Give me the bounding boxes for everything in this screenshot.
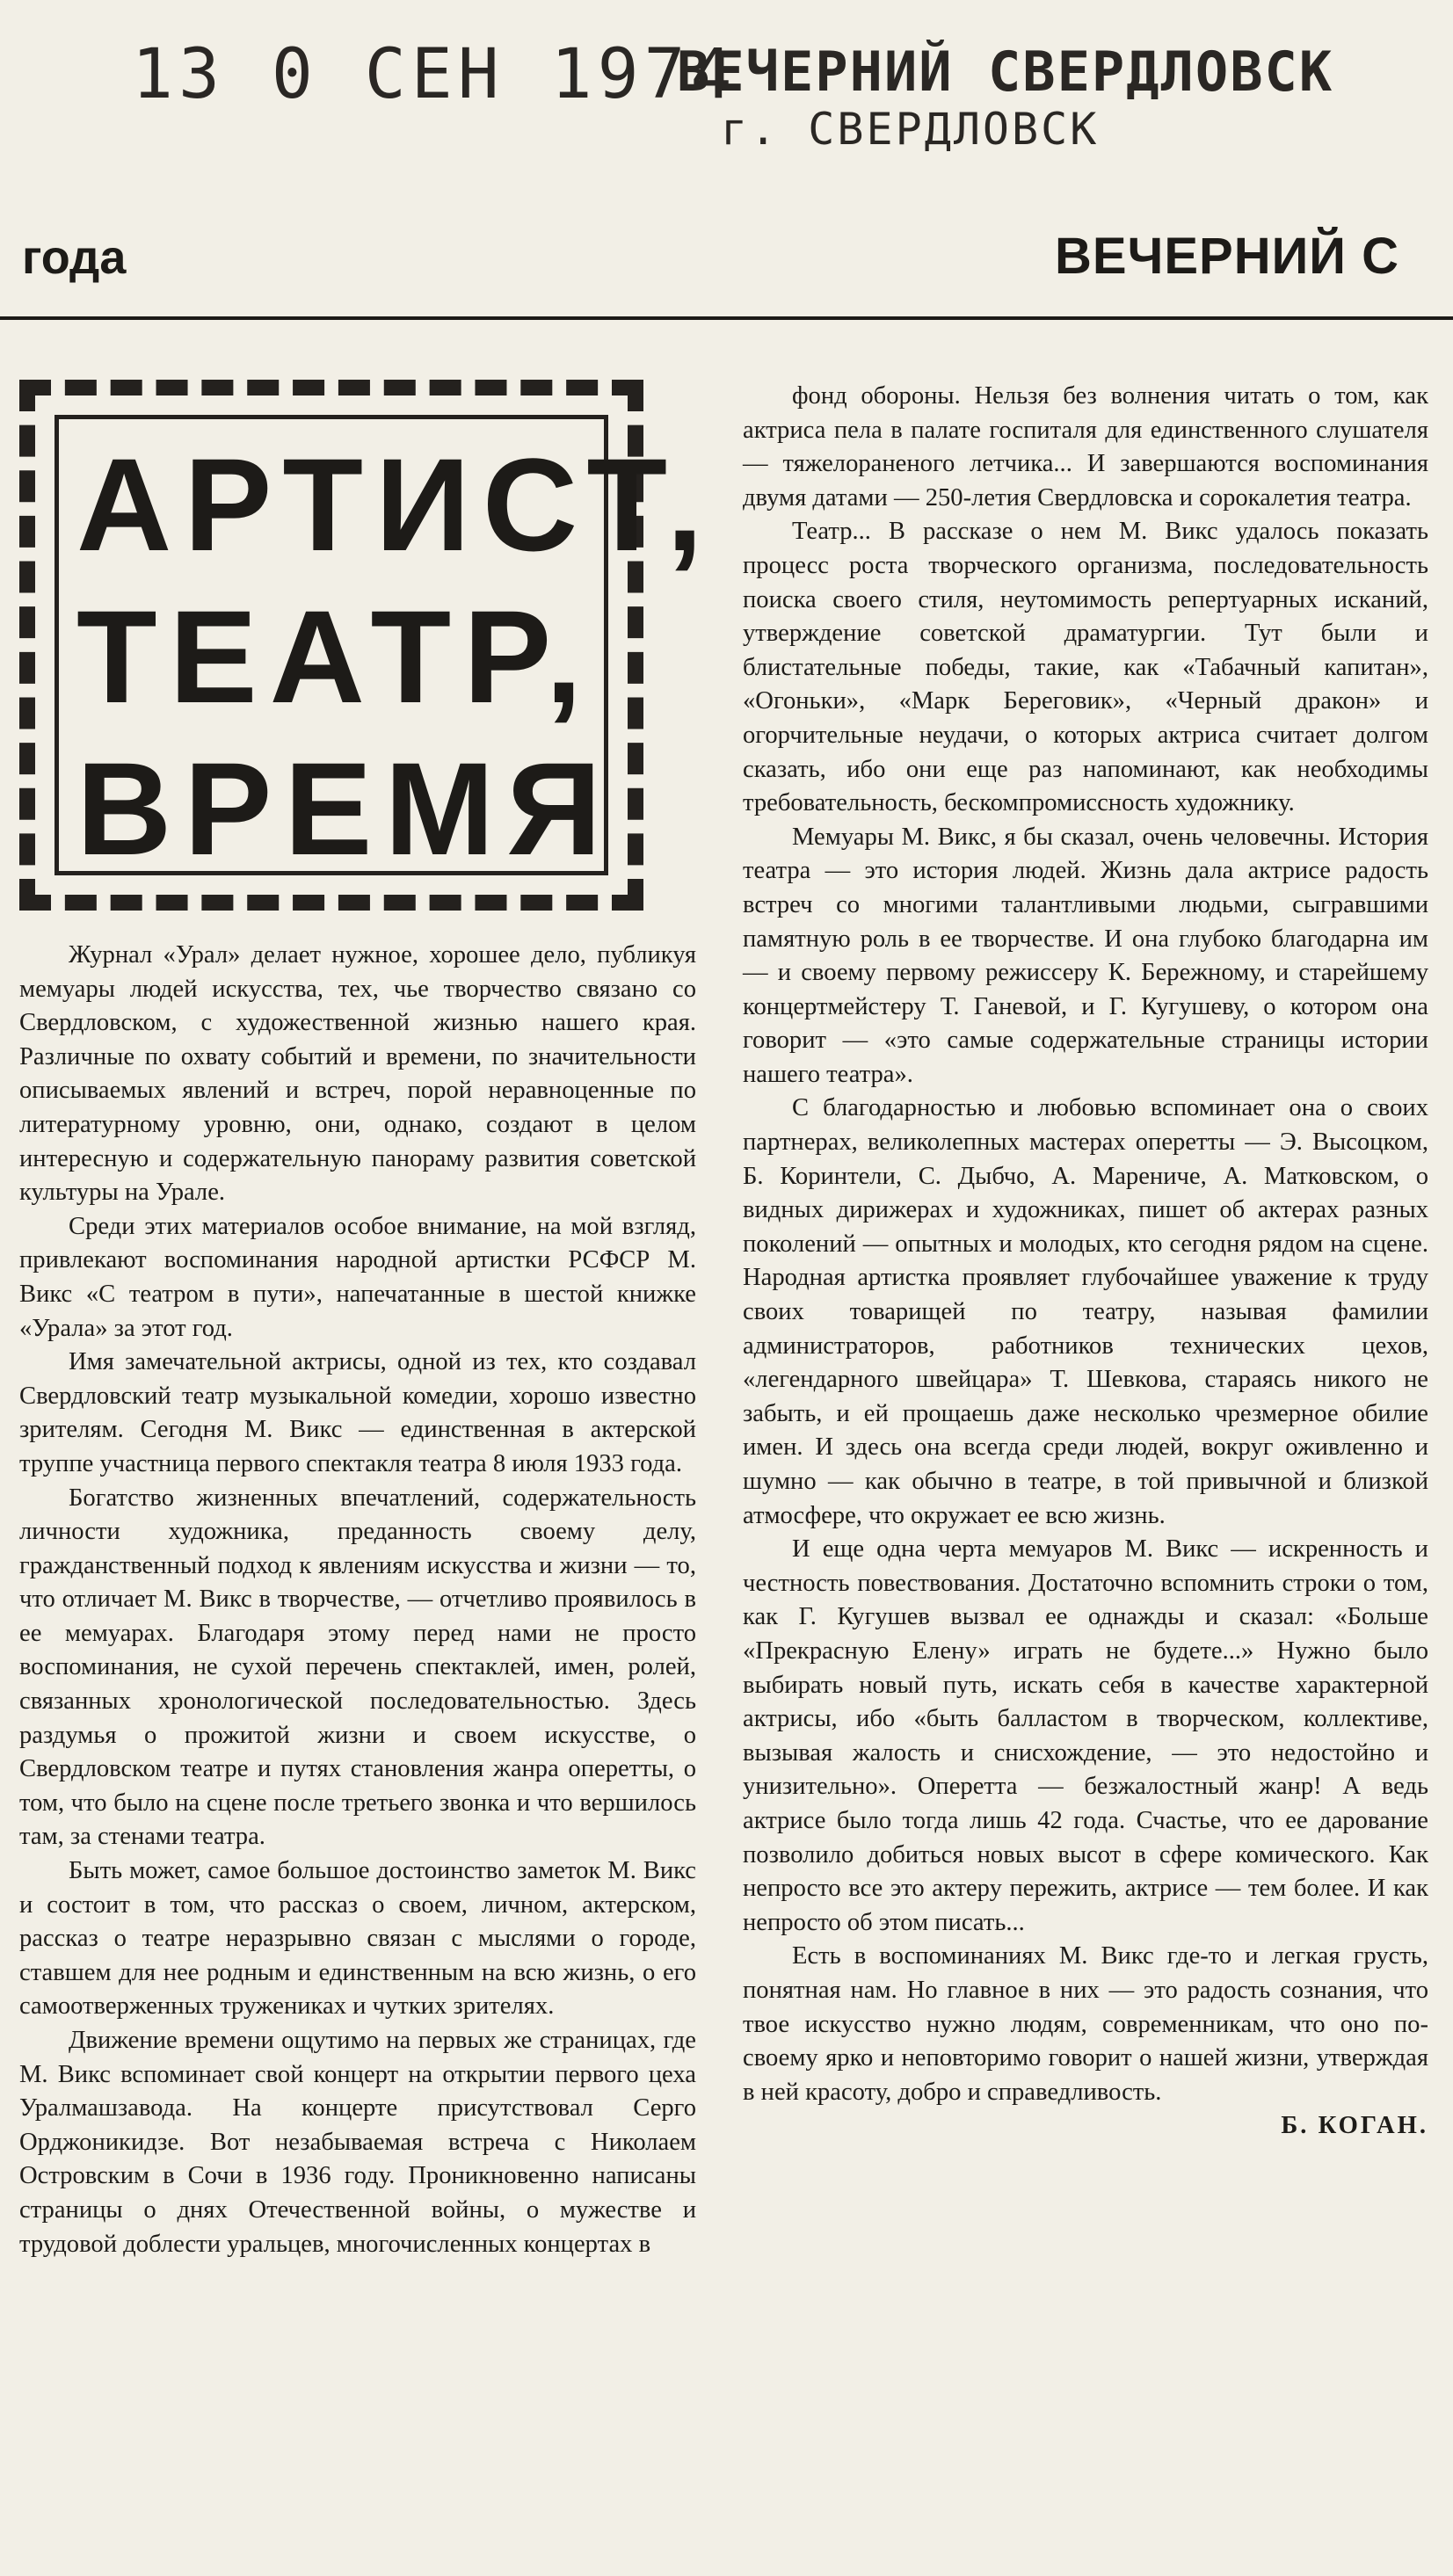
paragraph: фонд обороны. Нельзя без волнения читать о том, как актриса пела в палате госпиталя для единственного слушателя — тяжелораненого летчика... И завершаются воспоминания двумя датами — 250-летия Свердловска и сорокалетия театра. [743, 382, 1428, 512]
paragraph: Среди этих материалов особое внимание, на мой взгляд, привлекают воспоминания народной артистки РСФСР М. Викс «С театром в пути», напечатанные в шестой книжке «Урала» за этот год. [19, 1212, 696, 1342]
paragraph: Богатство жизненных впечатлений, содержательность личности художника, преданность своему делу, гражданственный подход к явлениям искусства и жизни — то, что отличает М. Викс в творчестве, — отчетливо проявилось в ее мемуарах. Благодаря этому перед нами не просто воспоминания, не сухой перечень спектаклей, имен, ролей, связанных хронологической последовательностью. Здесь раздумья о прожитой жизни и своем искусстве, о Свердловском театре и путях становления жанра оперетты, о том, что было на сцене после третьего звонка и что вершилось там, за стенами театра. [19, 1484, 696, 1851]
right-column [743, 380, 1428, 2144]
paragraph: Есть в воспоминаниях М. Викс где-то и легкая грусть, понятная нам. Но главное в них — это радость сознания, что твое искусство нужно людям, современникам, что оно по-своему ярко и неповторимо говорит о нашей жизни, утверждая в ней красоту, добро и справедливость. [743, 1942, 1428, 2106]
header-year: года [22, 231, 127, 284]
headline-line-2: ТЕАТР, [76, 583, 595, 730]
headline-line-1: АРТИСТ, [76, 431, 716, 578]
header-rule [0, 316, 1453, 320]
paragraph: С благодарностью и любовью вспоминает она о своих партнерах, великолепных мастерах оперетты — Э. Высоцком, Б. Коринтели, С. Дыбчо, А. Марениче, А. Матковском, о видных дирижерах и художниках, пишет об актерах разных поколений — опытных и молодых, кто сегодня рядом на сцене. Народная артистка проявляет глубочайшее уважение к труду своих товарищей по театру, называя фамилии администраторов, работников технических цехов, «легендарного швейцара» Т. Шевкова, стараясь никого не забыть, и ей прощаешь даже несколько чрезмерное обилие имен. И здесь она всегда среди людей, вокруг оживленно и шумно — как обычно в театре, в той привычной и близкой атмосфере, что окружает ее всю жизнь. [743, 1094, 1428, 1529]
paragraph: Журнал «Урал» делает нужное, хорошее дело, публикуя мемуары людей искусства, тех, чье творчество связано со Свердловском, с художественной жизнью нашего края. Различные по охвату событий и времени, по значительности описываемых явлений и встреч, порой неравноценные по литературному уровню, они, однако, создают в целом интересную и содержательную панораму развития советской культуры на Урале. [19, 941, 696, 1207]
paragraph: Имя замечательной актрисы, одной из тех, кто создавал Свердловский театр музыкальной комедии, хорошо известно зрителям. Сегодня М. Викс — единственная в актерской труппе участница первого спектакля театра 8 июля 1933 года. [19, 1348, 696, 1477]
city-stamp: г. СВЕРДЛОВСК [721, 104, 1100, 155]
left-column [19, 939, 696, 2261]
paragraph: Движение времени ощутимо на первых же страницах, где М. Викс вспоминает свой концерт на открытии первого цеха Уралмашзавода. На концерте присутствовал Серго Орджоникидзе. Вот незабываемая встреча с Николаем Островским в Сочи в 1936 году. Проникновенно написаны страницы о днях Отечественной войны, о мужестве и трудовой доблести уральцев, многочисленных концертах в [19, 2027, 696, 2258]
paragraph: Быть может, самое большое достоинство заметок М. Викс и состоит в том, что рассказ о своем, личном, актерском, рассказ о театре неразрывно связан с мыслями о городе, ставшем для нее родным и единственным на всю жизнь, о его самоотверженных тружениках и чутких зрителях. [19, 1857, 696, 2021]
paragraph: Театр... В рассказе о нем М. Викс удалось показать процесс роста творческого организма, последовательность поиска своего стиля, неутомимость репертуарных исканий, утверждение советской драматургии. Тут были и блистательные победы, такие, как «Табачный капитан», «Огоньки», «Марк Береговик», «Черный дракон» и огорчительные неудачи, о которых актриса считает долгом сказать, ибо они еще раз напоминают, как необходимы требовательность, бескомпромиссность художнику. [743, 518, 1428, 817]
author-signature: Б. КОГАН. [1281, 2112, 1428, 2140]
headline-frame [19, 380, 716, 911]
date-stamp: 13 0 СЕН 1974 [132, 35, 737, 114]
headline-line-3: ВРЕМЯ [76, 735, 614, 882]
paragraph: Мемуары М. Викс, я бы сказал, очень человечны. История театра — это история людей. Жизнь дала актрисе радость встреч со многими талантливыми людьми, сыгравшими памятную роль в ее творчестве. И она глубоко благодарна им — и своему первому режиссеру К. Бережному, и старейшему концертмейстеру Т. Ганевой, и Г. Кугушеву, о котором она говорит — «это самые содержательные страницы истории нашего театра». [743, 823, 1428, 1088]
paragraph: И еще одна черта мемуаров М. Викс — искренность и честность повествования. Достаточно вспомнить строки о том, как Г. Кугушев вызвал ее однажды и сказал: «Больше «Прекрасную Елену» играть не будете...» Нужно было выбирать новый путь, искать себя в качестве характерной актрисы, ибо «быть балластом в творческом, коллективе, вызывая жалость и снисхождение, — это недостойно и унизительно». Оперетта — безжалостный жанр! А ведь актрисе было тогда лишь 42 года. Счастье, что ее дарование позволило добиться новых высот в сфере комического. Как непросто все это актеру пережить, актрисе — тем более. И как непросто об этом писать... [743, 1535, 1428, 1936]
newspaper-stamp: ВЕЧЕРНИЙ СВЕРДЛОВСК [677, 40, 1334, 104]
headline-inner-frame [54, 415, 716, 882]
header-masthead: ВЕЧЕРНИЙ С [1055, 228, 1399, 285]
